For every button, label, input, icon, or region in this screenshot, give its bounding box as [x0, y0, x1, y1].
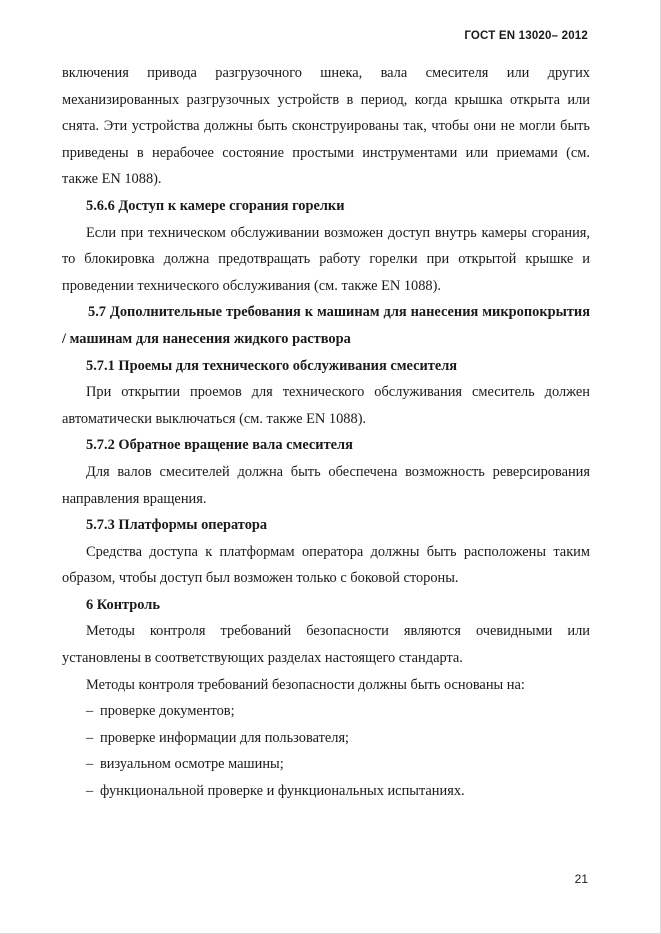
- list-item: [62, 725, 590, 752]
- list-item: [62, 751, 590, 778]
- list-item-text: проверке информации для пользователя;: [100, 729, 350, 746]
- list-dash: –: [86, 729, 94, 746]
- paragraph-5-6-6: Если при техническом обслуживании возможен доступ внутрь камеры сгорания, то блокировка должна предотвращать работу горелки при открытой крышке и проведении технического обслуживания (см. также EN 1088).: [62, 224, 590, 294]
- paragraph-5-7-1: При открытии проемов для технического обслуживания смеситель должен автоматически выключаться (см. также EN 1088).: [62, 384, 590, 427]
- paragraph-6-b: Методы контроля требований безопасности должны быть основаны на:: [86, 676, 525, 693]
- list-item: [62, 698, 590, 725]
- list-dash: –: [86, 783, 94, 800]
- heading-6: 6 Контроль: [86, 596, 160, 613]
- paragraph-6-a: Методы контроля требований безопасности являются очевидными или установлены в соответствующих разделах настоящего стандарта.: [62, 623, 590, 667]
- page-body: [62, 60, 590, 805]
- list-dash: –: [86, 756, 94, 773]
- list-item: [62, 778, 590, 805]
- paragraph-5-7-3: Средства доступа к платформам оператора должны быть расположены таким образом, чтобы доступ был возможен только с боковой стороны.: [62, 543, 590, 587]
- page-number: 21: [574, 872, 588, 886]
- list-item-text: проверке документов;: [100, 703, 235, 720]
- standard-designation: ГОСТ EN 13020– 2012: [464, 30, 588, 42]
- list-dash: –: [86, 703, 94, 720]
- heading-5-6-6: 5.6.6 Доступ к камере сгорания горелки: [86, 197, 345, 214]
- control-methods-list: [62, 698, 590, 804]
- paragraph-5-7-2: Для валов смесителей должна быть обеспечена возможность реверсирования направления вращения.: [62, 463, 590, 507]
- heading-5-7-1: 5.7.1 Проемы для технического обслуживания смесителя: [86, 357, 458, 374]
- list-item-text: функциональной проверке и функциональных испытаниях.: [100, 783, 465, 800]
- paragraph-continuation: включения привода разгрузочного шнека, вала смесителя или других механизированных разгрузочных устройств в период, когда крышка открыта или снята. Эти устройства должны быть сконструированы так, чтобы они не могли быть приведены в нерабочее состояние простыми инструментами или приемами (см. также EN 1088).: [62, 65, 590, 188]
- heading-5-7-2: 5.7.2 Обратное вращение вала смесителя: [86, 437, 353, 454]
- heading-5-7: 5.7 Дополнительные требования к машинам для нанесения микропокрытия / машинам для нанесения жидкого раствора: [62, 304, 590, 347]
- list-item-text: визуальном осмотре машины;: [100, 756, 284, 773]
- heading-5-7-3: 5.7.3 Платформы оператора: [86, 517, 268, 534]
